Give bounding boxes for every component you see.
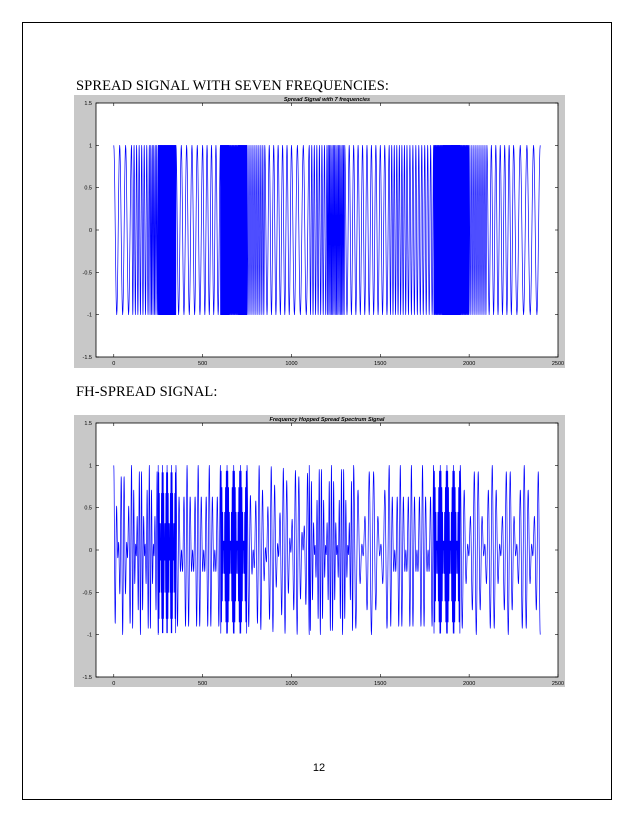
x-tick-label: 500: [198, 681, 208, 687]
page-number: 12: [312, 762, 326, 774]
y-tick-label: 0.5: [84, 505, 92, 512]
spread-signal-figure: [74, 95, 565, 368]
chart-title: Spread Signal with 7 frequencies: [283, 97, 371, 103]
x-tick-label: 1000: [285, 681, 298, 687]
y-tick-label: -1: [87, 632, 92, 639]
y-tick-label: 1: [88, 143, 92, 150]
y-tick-label: -1.5: [82, 355, 92, 361]
x-tick-label: 1000: [285, 361, 298, 367]
y-tick-label: 0: [88, 548, 92, 554]
y-tick-label: 1.5: [84, 421, 92, 427]
x-tick-label: 1500: [374, 361, 387, 367]
section-heading-fh-spread-signal: FH-SPREAD SIGNAL:: [76, 384, 218, 400]
x-tick-label: 2000: [463, 681, 476, 687]
fh-spread-signal-figure: [74, 415, 565, 687]
section-heading-spread-signal: SPREAD SIGNAL WITH SEVEN FREQUENCIES:: [76, 78, 390, 94]
x-tick-label: 0: [112, 361, 116, 367]
x-tick-label: 0: [112, 681, 116, 687]
chart-title: Frequency Hopped Spread Spectrum Signal: [269, 417, 385, 423]
x-tick-label: 1500: [374, 681, 387, 687]
y-tick-label: 1: [88, 463, 92, 470]
y-tick-label: 0.5: [84, 185, 92, 192]
y-tick-label: 1.5: [84, 101, 92, 107]
x-tick-label: 2500: [551, 681, 565, 687]
y-tick-label: -1: [87, 312, 92, 319]
x-tick-label: 2500: [551, 361, 565, 367]
spread-signal-chart: [74, 95, 565, 368]
y-tick-label: -1.5: [82, 675, 92, 681]
fh-spread-signal-chart: [74, 415, 565, 687]
x-tick-label: 500: [198, 361, 208, 367]
y-tick-label: -0.5: [82, 590, 92, 597]
y-tick-label: -0.5: [82, 270, 92, 277]
y-tick-label: 0: [88, 228, 92, 234]
x-tick-label: 2000: [463, 361, 476, 367]
